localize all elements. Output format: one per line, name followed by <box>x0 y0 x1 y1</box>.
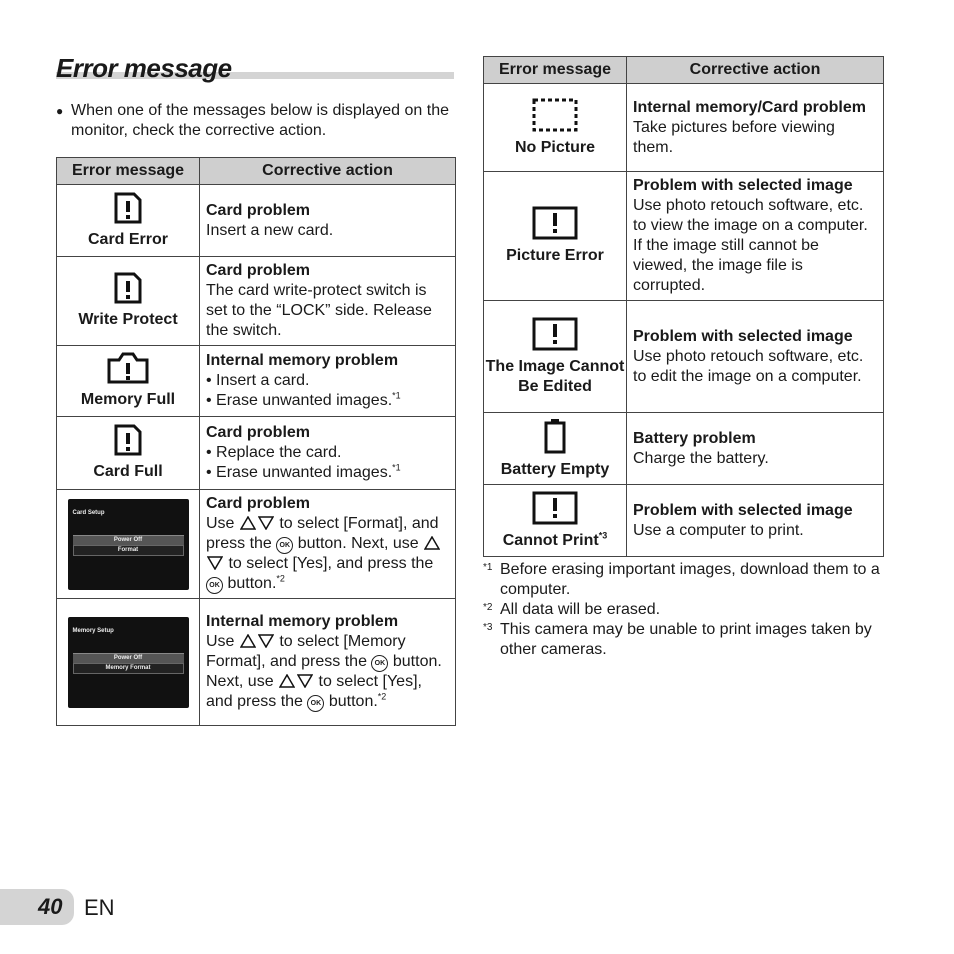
action-text: Use a computer to print. <box>633 521 804 539</box>
screen-option-power-off: Power Off <box>73 653 184 663</box>
table-row <box>484 172 884 301</box>
action-text: Take pictures before viewing them. <box>633 118 835 156</box>
action-text <box>206 632 449 712</box>
error-label: Picture Error <box>506 247 604 264</box>
down-arrow-icon <box>207 556 223 570</box>
header-error-message: Error message <box>484 57 627 84</box>
action-cell <box>200 490 456 599</box>
footnote-ref: *2 <box>276 573 285 584</box>
card-setup-screen <box>68 499 189 590</box>
error-cell <box>484 485 627 557</box>
action-heading: Problem with selected image <box>633 327 853 345</box>
text-part: button. Next, use <box>297 535 419 552</box>
table-row <box>484 84 884 172</box>
text-part: button. Next, use <box>206 653 442 690</box>
down-arrow-icon <box>258 516 274 530</box>
footnote-mark: *3 <box>483 622 493 633</box>
table-row <box>484 485 884 557</box>
footnote-ref: *2 <box>377 691 387 702</box>
battery-empty-icon <box>544 418 566 454</box>
action-heading: Internal memory/Card problem <box>633 98 866 116</box>
table-row <box>57 490 456 599</box>
error-label: Cannot Print <box>502 531 599 549</box>
error-cell <box>57 417 200 490</box>
table-header <box>57 158 456 185</box>
bullet-icon: ● <box>56 104 64 118</box>
footnote <box>483 560 883 600</box>
action-text-part: • Erase unwanted images. <box>206 464 393 481</box>
text-part: to select [Memory Format], and press the <box>206 633 406 670</box>
table-row <box>57 599 456 726</box>
page-number: 40 <box>38 894 63 919</box>
action-text <box>206 391 449 411</box>
action-text: Insert a new card. <box>206 221 334 239</box>
error-label: The Image Cannot Be Edited <box>485 357 625 395</box>
error-cell <box>57 599 200 726</box>
action-heading: Card problem <box>206 424 311 441</box>
left-error-table <box>56 157 456 726</box>
footnotes <box>483 560 883 660</box>
image-cannot-be-edited-icon <box>532 317 578 351</box>
page-title: Error message <box>56 53 232 83</box>
action-cell <box>627 485 884 557</box>
footnote-ref: *1 <box>392 462 401 473</box>
up-arrow-icon <box>240 516 256 530</box>
text-part: button. <box>328 693 378 710</box>
action-text: • Insert a card. <box>206 372 310 389</box>
memory-full-icon <box>107 352 149 384</box>
screen-title: Card Setup <box>72 509 105 516</box>
down-arrow-icon <box>297 674 313 688</box>
ok-button-icon: OK <box>371 655 388 672</box>
text-part: Use <box>206 633 235 650</box>
action-text-part: • Erase unwanted images. <box>206 392 393 409</box>
action-heading: Card problem <box>206 201 311 219</box>
error-label: Write Protect <box>78 311 178 328</box>
action-cell <box>200 417 456 490</box>
error-cell <box>57 490 200 599</box>
action-heading: Card problem <box>206 495 311 512</box>
action-heading: Problem with selected image <box>633 177 853 194</box>
footnote-mark: *1 <box>483 562 493 573</box>
text-part: button. <box>227 575 277 592</box>
header-corrective-action: Corrective action <box>200 158 456 185</box>
text-part: to select [Yes], and press the <box>206 673 422 710</box>
action-text: • Replace the card. <box>206 444 342 461</box>
table-header <box>484 57 884 84</box>
error-cell <box>484 172 627 301</box>
error-label: No Picture <box>514 138 595 156</box>
header-corrective-action: Corrective action <box>627 57 884 84</box>
footnote-text: All data will be erased. <box>500 601 661 618</box>
text-part: to select [Format], and press the <box>206 515 439 552</box>
error-cell <box>57 185 200 257</box>
action-text <box>206 463 449 483</box>
screen-title: Memory Setup <box>72 627 114 634</box>
error-label: Memory Full <box>80 391 176 408</box>
action-heading: Card problem <box>206 262 311 279</box>
footnote-text: This camera may be unable to print images taken by other cameras. <box>500 621 872 658</box>
footnote-ref: *3 <box>598 530 608 541</box>
action-heading: Battery problem <box>633 429 756 447</box>
table-row <box>57 346 456 417</box>
action-cell <box>627 413 884 485</box>
screen-option-memory-format: Memory Format <box>73 663 184 674</box>
down-arrow-icon <box>258 634 274 648</box>
action-heading: Internal memory problem <box>206 613 399 630</box>
action-text: Use photo retouch software, etc. to edit the image on a computer. <box>633 347 864 385</box>
action-cell <box>627 172 884 301</box>
table-row <box>57 257 456 346</box>
screen-option-power-off: Power Off <box>73 535 184 545</box>
action-text <box>206 514 449 594</box>
action-text: The card write-protect switch is set to the “LOCK” side. Release the switch. <box>206 282 432 339</box>
language-label: EN <box>84 895 115 920</box>
write-protect-icon <box>114 272 142 304</box>
footnote-ref: *1 <box>392 390 401 401</box>
action-text: Charge the battery. <box>633 449 769 467</box>
up-arrow-icon <box>279 674 295 688</box>
card-error-icon <box>114 192 142 224</box>
header-error-message: Error message <box>57 158 200 185</box>
footnote-mark: *2 <box>483 602 493 613</box>
text-part: to select [Yes], and press the <box>228 555 434 572</box>
text-part: Use <box>206 515 235 532</box>
error-label: Card Error <box>87 230 169 248</box>
intro-paragraph <box>56 101 456 141</box>
error-cell <box>57 346 200 417</box>
action-cell <box>200 599 456 726</box>
up-arrow-icon <box>424 536 440 550</box>
table-row <box>57 417 456 490</box>
cannot-print-icon <box>532 491 578 525</box>
page-number-tab <box>0 889 74 925</box>
up-arrow-icon <box>240 634 256 648</box>
error-label: Battery Empty <box>500 460 610 478</box>
action-cell <box>200 346 456 417</box>
action-cell <box>627 84 884 172</box>
table-row <box>484 413 884 485</box>
footnote <box>483 620 883 660</box>
ok-button-icon: OK <box>276 537 293 554</box>
action-heading: Problem with selected image <box>633 501 853 519</box>
error-cell <box>57 257 200 346</box>
action-cell <box>200 185 456 257</box>
ok-button-icon: OK <box>307 695 324 712</box>
action-cell <box>200 257 456 346</box>
action-heading: Internal memory problem <box>206 352 399 369</box>
footnote-text: Before erasing important images, download them to a computer. <box>500 561 880 598</box>
no-picture-icon <box>532 98 578 132</box>
picture-error-icon <box>532 206 578 240</box>
footnote <box>483 600 883 620</box>
table-row <box>484 301 884 413</box>
intro-text: When one of the messages below is displayed on the monitor, check the corrective action. <box>71 102 450 139</box>
error-cell <box>484 413 627 485</box>
screen-option-format: Format <box>73 545 184 556</box>
error-cell <box>484 301 627 413</box>
ok-button-icon: OK <box>206 577 223 594</box>
error-cell <box>484 84 627 172</box>
table-row <box>57 185 456 257</box>
right-error-table <box>483 56 884 557</box>
action-cell <box>627 301 884 413</box>
memory-setup-screen <box>68 617 189 708</box>
action-text: Use photo retouch software, etc. to view the image on a computer. If the image still cannot be viewed, the image file is corrupted. <box>633 197 868 294</box>
error-label: Card Full <box>93 463 163 480</box>
card-full-icon <box>114 424 142 456</box>
